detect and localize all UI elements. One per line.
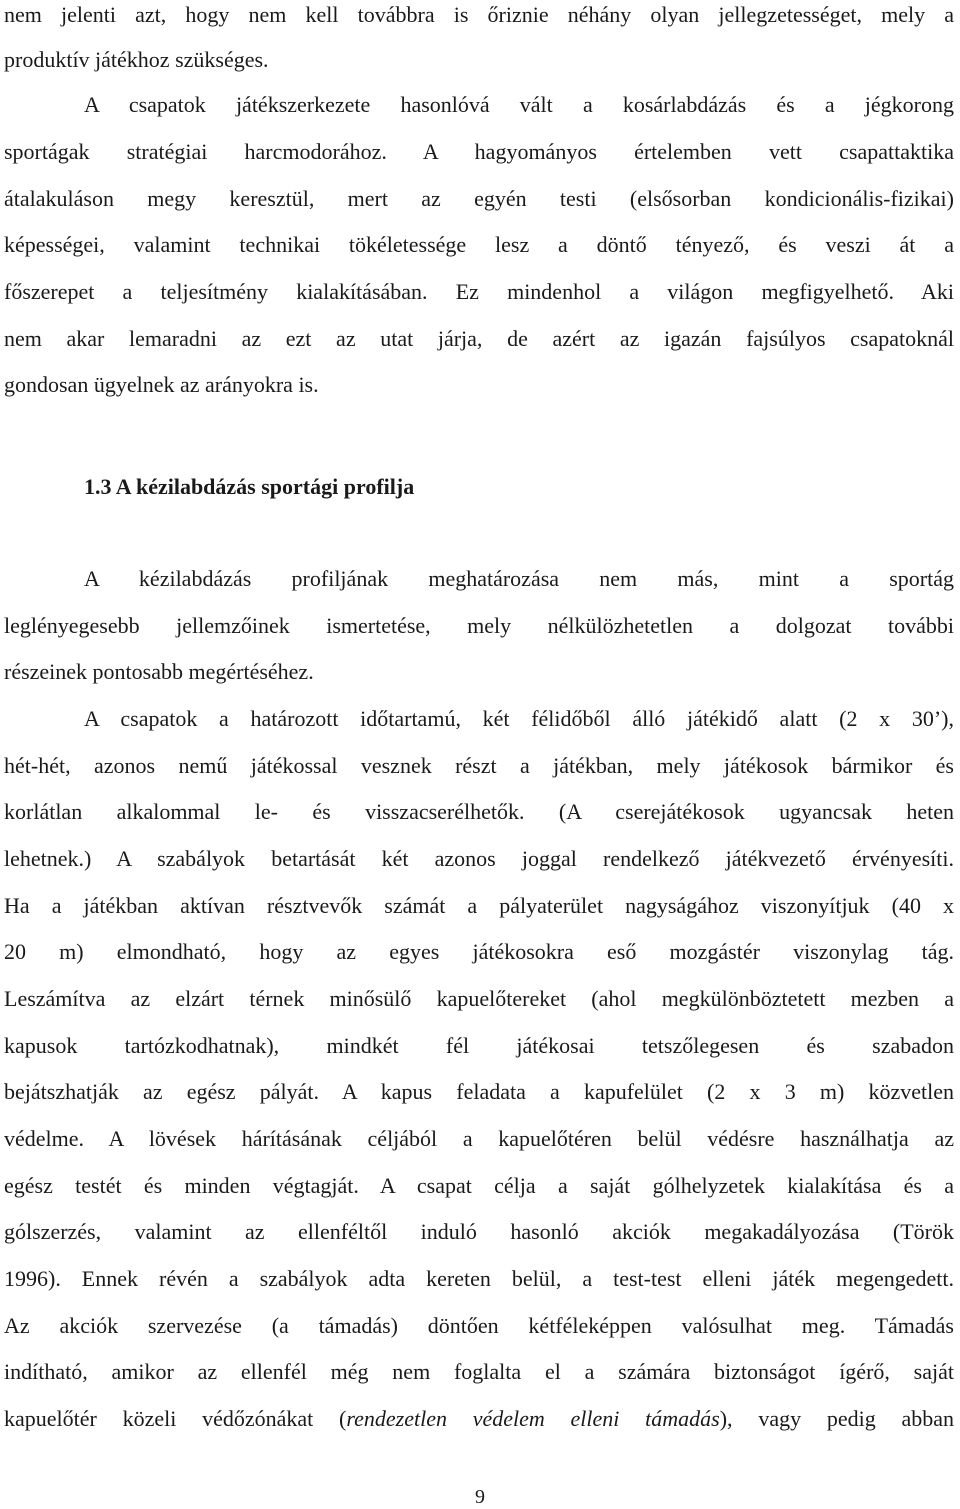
text-line: A csapatok játékszerkezete hasonlóvá vált a kosárlabdázás és a jégkorong xyxy=(84,92,954,117)
text-line: A csapatok a határozott időtartamú, két félidőből álló játékidő alatt (2 x 30’), xyxy=(84,706,954,731)
text-line: nem jelenti azt, hogy nem kell továbbra is őriznie néhány olyan jellegzetességet, mely a xyxy=(4,2,954,27)
text-line: 1996). Ennek révén a szabályok adta kereten belül, a test-test elleni játék megengedett. xyxy=(4,1266,954,1291)
text-line: produktív játékhoz szükséges. xyxy=(4,47,269,72)
text-line: képességei, valamint technikai tökéletessége lesz a döntő tényező, és veszi át a xyxy=(4,232,954,257)
text-line-with-italic xyxy=(4,1404,954,1434)
text-line: Leszámítva az elzárt térnek minősülő kapuelőtereket (ahol megkülönböztetett mezben a xyxy=(4,986,954,1011)
text-line: hét-hét, azonos nemű játékossal vesznek részt a játékban, mely játékosok bármikor és xyxy=(4,753,954,778)
text-line: 20 m) elmondható, hogy az egyes játékosokra eső mozgástér viszonylag tág. xyxy=(4,939,954,964)
text-line: Ha a játékban aktívan résztvevők számát a pályaterület nagyságához viszonyítjuk (40 x xyxy=(4,893,954,918)
text-line: átalakuláson megy keresztül, mert az egyén testi (elsősorban kondicionális-fizikai) xyxy=(4,186,954,211)
text-line: főszerepet a teljesítmény kialakításában. Ez mindenhol a világon megfigyelhető. Aki xyxy=(4,279,954,304)
text-line: Az akciók szervezése (a támadás) döntően kétféleképpen valósulhat meg. Támadás xyxy=(4,1313,954,1338)
text-line: indítható, amikor az ellenfél még nem foglalta el a számára biztonságot ígérő, saját xyxy=(4,1359,954,1384)
text-line: sportágak stratégiai harcmodorához. A hagyományos értelemben vett csapattaktika xyxy=(4,139,954,164)
text-line: kapusok tartózkodhatnak), mindkét fél játékosai tetszőlegesen és szabadon xyxy=(4,1033,954,1058)
text-line: védelme. A lövések hárításának céljából a kapuelőtéren belül védésre használhatja az xyxy=(4,1126,954,1151)
text-line: bejátszhatják az egész pályát. A kapus feladata a kapufelület (2 x 3 m) közvetlen xyxy=(4,1079,954,1104)
text-line: részeinek pontosabb megértéséhez. xyxy=(4,659,314,684)
text-line: egész testét és minden végtagját. A csapat célja a saját gólhelyzetek kialakítása és a xyxy=(4,1173,954,1198)
page-number: 9 xyxy=(475,1486,485,1508)
text-line: gondosan ügyelnek az arányokra is. xyxy=(4,372,319,397)
text-line: gólszerzés, valamint az ellenféltől induló hasonló akciók megakadályozása (Török xyxy=(4,1219,954,1244)
text-line: lehetnek.) A szabályok betartását két azonos joggal rendelkező játékvezető érvényesíti. xyxy=(4,846,954,871)
text-line: korlátlan alkalommal le- és visszacserélhetők. (A cserejátékosok ugyancsak heten xyxy=(4,799,954,824)
italic-term: rendezetlen védelem elleni támadás xyxy=(346,1406,720,1431)
text-line: A kézilabdázás profiljának meghatározása nem más, mint a sportág xyxy=(84,566,954,591)
text-line: leglényegesebb jellemzőinek ismertetése, mely nélkülözhetetlen a dolgozat további xyxy=(4,613,954,638)
text-run: ), vagy pedig abban xyxy=(719,1406,955,1431)
text-run: kapuelőtér közeli védőzónákat ( xyxy=(4,1406,347,1431)
text-line: nem akar lemaradni az ezt az utat járja, de azért az igazán fajsúlyos csapatoknál xyxy=(4,326,954,351)
section-heading: 1.3 A kézilabdázás sportági profilja xyxy=(84,474,415,499)
